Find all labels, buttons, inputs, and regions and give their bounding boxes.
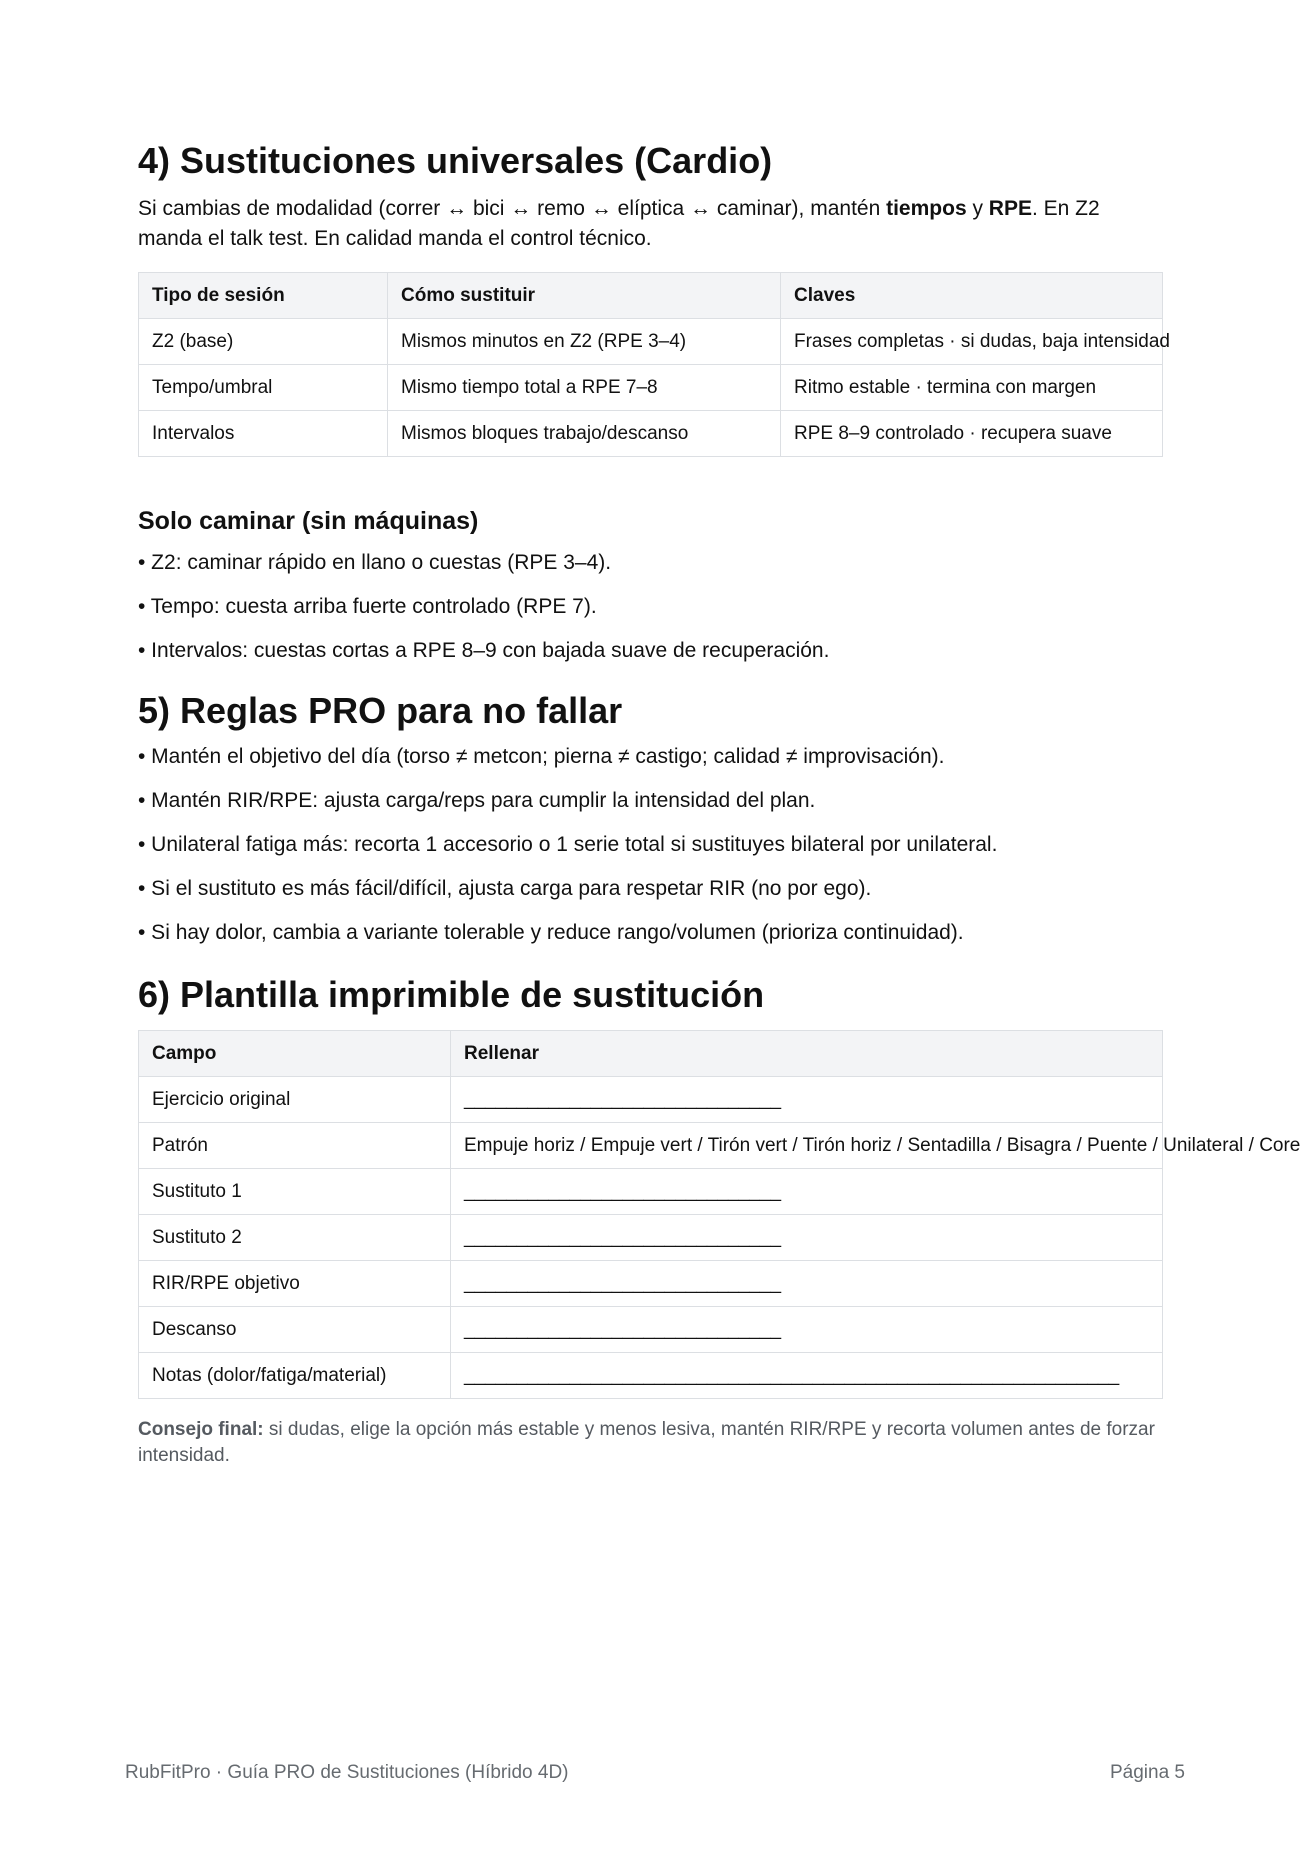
table-row — [139, 411, 1163, 457]
table-cell: Tempo/umbral — [139, 365, 388, 411]
header-tipo-sesion: Tipo de sesión — [139, 273, 388, 319]
section-4-title: 4) Sustituciones universales (Cardio) — [138, 140, 773, 181]
table-header-row — [139, 1031, 1163, 1077]
table-row — [139, 1261, 1163, 1307]
list-item: • Z2: caminar rápido en llano o cuestas (RPE 3–4). — [138, 551, 612, 574]
table-row — [139, 365, 1163, 411]
table-cell: Intervalos — [139, 411, 388, 457]
table-cell: Frases completas · si dudas, baja intensidad — [781, 319, 1163, 365]
list-item: • Mantén el objetivo del día (torso ≠ metcon; pierna ≠ castigo; calidad ≠ improvisación). — [138, 745, 945, 768]
table-cell: Empuje horiz / Empuje vert / Tirón vert / Tirón horiz / Sentadilla / Bisagra / Puente / Unilateral / Core — [451, 1123, 1163, 1169]
fill-in-blank: ______________________________ — [451, 1261, 1163, 1307]
list-item: • Unilateral fatiga más: recorta 1 accesorio o 1 serie total si sustituyes bilateral por unilateral. — [138, 833, 998, 856]
cardio-substitution-table — [138, 272, 1170, 457]
walk-only-subtitle: Solo caminar (sin máquinas) — [138, 507, 479, 535]
table-cell: Notas (dolor/fatiga/material) — [139, 1353, 451, 1399]
table-row — [139, 1353, 1163, 1399]
final-tip-text: si dudas, elige la opción más estable y menos lesiva, mantén RIR/RPE y recorta volumen antes de forzar intensidad. — [138, 1419, 1155, 1466]
table-cell: Sustituto 2 — [139, 1215, 451, 1261]
intro-bold-tiempos: tiempos — [886, 197, 967, 220]
section-4-intro — [138, 194, 1162, 254]
section-5-title: 5) Reglas PRO para no fallar — [138, 690, 623, 731]
list-item: • Si hay dolor, cambia a variante tolerable y reduce rango/volumen (prioriza continuidad). — [138, 921, 964, 944]
final-tip — [138, 1417, 1162, 1469]
fill-in-blank: ______________________________________________________________ — [451, 1353, 1163, 1399]
walk-only-list — [138, 548, 1162, 666]
section-6-title: 6) Plantilla imprimible de sustitución — [138, 974, 765, 1015]
final-tip-label: Consejo final: — [138, 1419, 264, 1440]
table-cell: Mismos bloques trabajo/descanso — [388, 411, 781, 457]
table-cell: RPE 8–9 controlado · recupera suave — [781, 411, 1163, 457]
table-cell: Ejercicio original — [139, 1077, 451, 1123]
footer-left: RubFitPro · Guía PRO de Sustituciones (Híbrido 4D) — [125, 1762, 569, 1783]
table-cell: Descanso — [139, 1307, 451, 1353]
table-cell: Sustituto 1 — [139, 1169, 451, 1215]
list-item: • Tempo: cuesta arriba fuerte controlado (RPE 7). — [138, 595, 597, 618]
header-campo: Campo — [139, 1031, 451, 1077]
footer-page-number: Página 5 — [1109, 1762, 1185, 1783]
table-row — [139, 1307, 1163, 1353]
intro-text-2: y — [966, 197, 989, 220]
table-cell: Patrón — [139, 1123, 451, 1169]
header-como-sustituir: Cómo sustituir — [388, 273, 781, 319]
table-row — [139, 1215, 1163, 1261]
table-row — [139, 1123, 1163, 1169]
header-claves: Claves — [781, 273, 1163, 319]
fill-in-blank: ______________________________ — [451, 1215, 1163, 1261]
table-cell: Ritmo estable · termina con margen — [781, 365, 1163, 411]
page-content — [138, 138, 1301, 1488]
intro-text-1: Si cambias de modalidad (correr ↔ bici ↔ remo ↔ elíptica ↔ caminar), mantén — [138, 197, 887, 220]
table-cell: Mismo tiempo total a RPE 7–8 — [388, 365, 781, 411]
table-cell: Z2 (base) — [139, 319, 388, 365]
list-item: • Mantén RIR/RPE: ajusta carga/reps para cumplir la intensidad del plan. — [138, 789, 816, 812]
pro-rules-list — [138, 742, 1162, 948]
table-row — [139, 1077, 1163, 1123]
substitution-template-table — [138, 1030, 1301, 1399]
header-rellenar: Rellenar — [451, 1031, 1163, 1077]
list-item: • Intervalos: cuestas cortas a RPE 8–9 con bajada suave de recuperación. — [138, 639, 830, 662]
table-cell: RIR/RPE objetivo — [139, 1261, 451, 1307]
table-header-row — [139, 273, 1163, 319]
table-cell: Mismos minutos en Z2 (RPE 3–4) — [388, 319, 781, 365]
fill-in-blank: ______________________________ — [451, 1307, 1163, 1353]
intro-bold-rpe: RPE — [988, 197, 1032, 220]
fill-in-blank: ______________________________ — [451, 1077, 1163, 1123]
fill-in-blank: ______________________________ — [451, 1169, 1163, 1215]
table-row — [139, 319, 1163, 365]
list-item: • Si el sustituto es más fácil/difícil, ajusta carga para respetar RIR (no por ego). — [138, 877, 872, 900]
table-row — [139, 1169, 1163, 1215]
intro-text-3: . En Z2 manda el talk test. En calidad manda el control técnico. — [138, 197, 1100, 250]
